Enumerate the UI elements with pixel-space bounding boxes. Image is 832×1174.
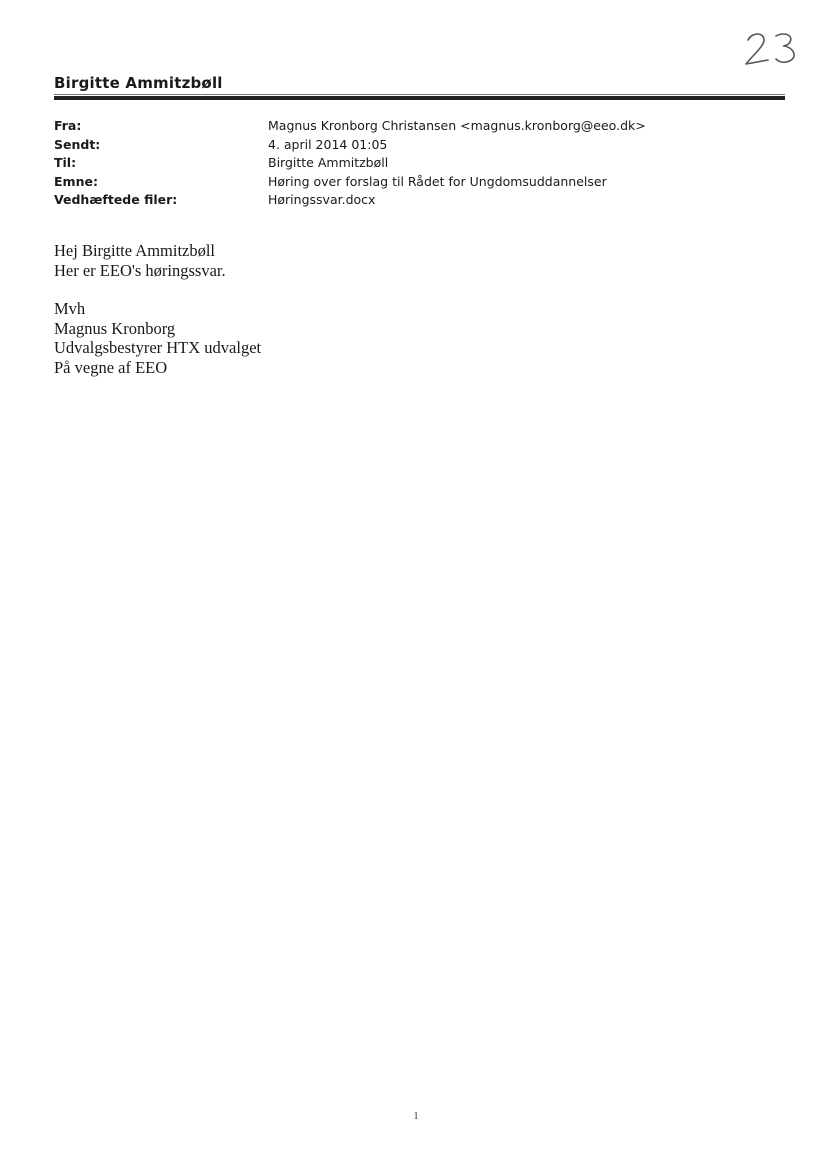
meta-label: Til: xyxy=(54,155,77,170)
header-rule xyxy=(54,96,785,100)
meta-value-subject: Høring over forslag til Rådet for Ungdomsuddannelser xyxy=(268,173,607,189)
handwritten-23-mark xyxy=(742,26,802,70)
meta-label: Fra: xyxy=(54,118,82,133)
meta-row-sent xyxy=(54,136,646,155)
handwritten-page-number xyxy=(742,26,802,70)
email-body xyxy=(54,241,261,377)
body-greeting: Hej Birgitte Ammitzbøll xyxy=(54,241,216,260)
signature-title: Udvalgsbestyrer HTX udvalget xyxy=(54,338,262,357)
meta-value-from: Magnus Kronborg Christansen <magnus.kronborg@eeo.dk> xyxy=(268,118,646,133)
meta-row-to xyxy=(54,154,646,173)
email-header-table xyxy=(54,117,646,210)
mailbox-owner-name: Birgitte Ammitzbøll xyxy=(54,74,223,92)
meta-row-from xyxy=(54,117,646,136)
header-rule-thin xyxy=(54,94,785,95)
meta-value-to: Birgitte Ammitzbøll xyxy=(268,155,389,170)
body-closing: Mvh xyxy=(54,299,86,318)
meta-value-attachment: Høringssvar.docx xyxy=(268,192,376,207)
meta-label: Emne: xyxy=(54,173,98,189)
signature-name: Magnus Kronborg xyxy=(54,318,176,338)
meta-label: Sendt: xyxy=(54,136,101,152)
meta-row-subject xyxy=(54,173,646,192)
meta-value-sent: 4. april 2014 01:05 xyxy=(268,136,388,152)
body-message: Her er EEO's høringssvar. xyxy=(54,260,226,280)
signature-org: På vegne af EEO xyxy=(54,357,168,377)
meta-row-attachments xyxy=(54,191,646,210)
body-spacer xyxy=(54,280,261,299)
footer-page-number: 1 xyxy=(413,1110,419,1122)
meta-label: Vedhæftede filer: xyxy=(54,192,178,207)
